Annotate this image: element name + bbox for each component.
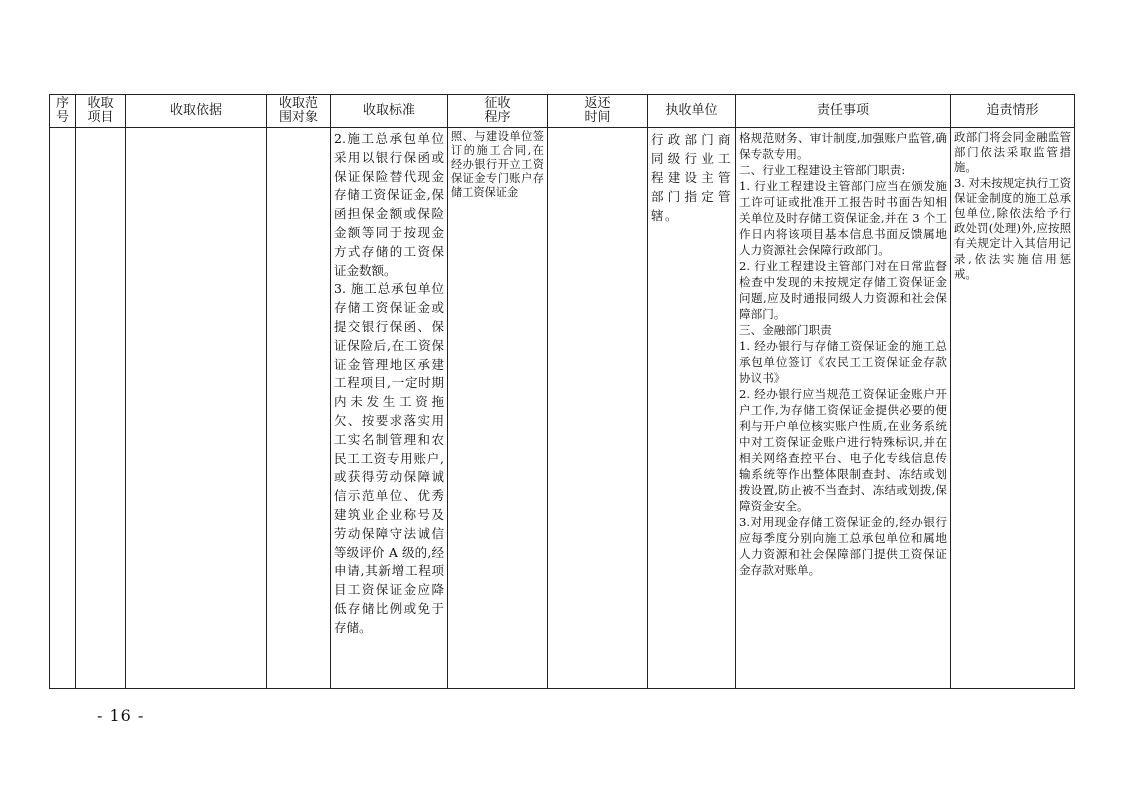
header-procedure: 征收 程序 (448, 95, 548, 128)
responsibility-text: 格规范财务、审计制度,加强账户监管,确保专款专用。 二、行业工程建设主管部门职责: 1. 行业工程建设主管部门应当在颁发施工许可证或批准开工报告时书面告知相关单位及时存储工资保证金,并在 3 个工作日内将该项目基本信息书面反馈属地人力资源社会保障行政部门。 2. 行业工程建设主管部门对在日常监督检查中发现的未按规定存储工资保证金问题,应及时通报同级人力资源和社会保障部门。 三、金融部门职责 1. 经办银行与存储工资保证金的施工总承包单位签订《农民工工资保证金存款协议书》 2. 经办银行应当规范工资保证金账户开户工作,为存储工资保证金提供必要的便利与开户单位核实账户性质,在业务系统中对工资保证金账户进行特殊标识,并在相关网络查控平台、电子化专线信息传输系统等作出整体限制查封、冻结或划拨设置,防止被不当查封、冻结或划拨,保障资金安全。 3.对用现金存储工资保证金的,经办银行应每季度分别向施工总承包单位和属地人力资源和社会保障部门提供工资保证金存款对账单。 (739, 131, 947, 577)
procedure-text: 照、与建设单位签订的施工合同,在经办银行开立工资保证金专门账户存储工资保证金 (451, 130, 544, 199)
header-unit: 执收单位 (648, 95, 736, 128)
cell-standard (331, 128, 448, 689)
cell-refund (548, 128, 648, 689)
cell-responsibility (736, 128, 951, 689)
cell-scope (267, 128, 331, 689)
cell-unit (648, 128, 736, 689)
table-header-row (50, 95, 1075, 128)
cell-procedure (448, 128, 548, 689)
header-standard: 收取标准 (331, 95, 448, 128)
header-seq: 序 号 (50, 95, 76, 128)
header-responsibility: 责任事项 (736, 95, 951, 128)
standard-text: 2.施工总承包单位采用以银行保函或保证保险替代现金存储工资保证金,保函担保金额或保险金额等同于按现金方式存储的工资保证金数额。 3. 施工总承包单位存储工资保证金或提交银行保函、保证保险后,在工资保证金管理地区承建工程项目,一定时期内未发生工资拖欠、按要求落实用工实名制管理和农民工工资专用账户,或获得劳动保障诚信示范单位、优秀建筑业企业称号及劳动保障守法诚信等级评价 A 级的,经申请,其新增工程项目工资保证金应降低存储比例或免于存储。 (334, 131, 444, 635)
cell-seq (50, 128, 76, 689)
header-basis: 收取依据 (126, 95, 267, 128)
cell-pursue (951, 128, 1075, 689)
cell-basis (126, 128, 267, 689)
header-refund: 返还 时间 (548, 95, 648, 128)
table-row (50, 128, 1075, 689)
unit-text: 行政部门商同级行业工程建设主管部门指定管辖。 (651, 132, 732, 223)
header-pursue: 追责情形 (951, 95, 1075, 128)
header-scope: 收取范 围对象 (267, 95, 331, 128)
fee-table (49, 94, 1075, 689)
cell-item (76, 128, 126, 689)
page-number: - 16 - (97, 706, 145, 725)
pursue-text: 政部门将会同金融监管部门依法采取监管措施。 3. 对未按规定执行工资保证金制度的施工总承包单位,除依法给予行政处罚(处理)外,应按照有关规定计入其信用记录,依法实施信用惩戒。 (954, 130, 1072, 281)
header-item: 收取 项目 (76, 95, 126, 128)
